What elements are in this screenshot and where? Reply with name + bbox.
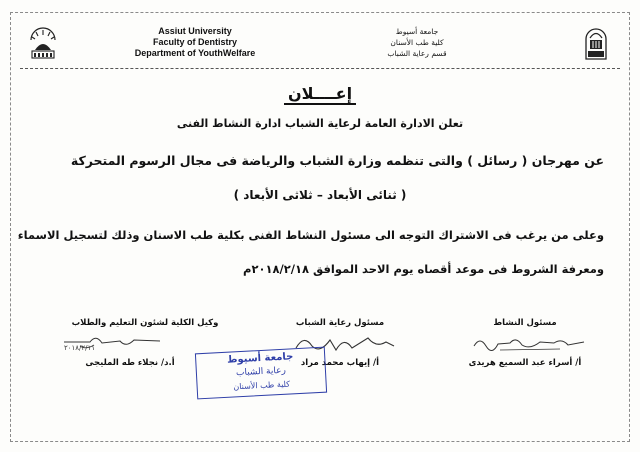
activity-officer-title: مسئول النشاط <box>493 318 557 328</box>
announcement-line-2: عن مهرجان ( رسائل ) والتى تنظمه وزارة الشباب والرياضة فى مجال الرسوم المتحركة <box>70 153 604 168</box>
announcement-line-1: تعلن الادارة العامة لرعاية الشباب ادارة النشاط الفنى <box>176 117 464 130</box>
activity-officer-signature <box>470 330 590 356</box>
department-name-ar: قسم رعاية الشباب <box>387 49 447 58</box>
announcement-title: إعــــلان <box>0 84 640 103</box>
vice-dean-name: أ.د/ نجلاء طه المليجى <box>85 358 175 368</box>
university-name-en: Assiut University <box>158 26 232 36</box>
english-header <box>130 26 260 59</box>
faculty-name-en: Faculty of Dentistry <box>152 37 237 47</box>
stamp-university: جامعة أسيوط <box>226 351 294 366</box>
university-name-ar: جامعة أسيوط <box>395 27 439 36</box>
official-stamp <box>195 347 327 400</box>
arabic-header <box>362 26 472 59</box>
university-emblem-icon <box>581 26 611 62</box>
department-name-en: Department of YouthWelfare <box>134 48 256 58</box>
youth-welfare-officer-title: مسئول رعاية الشباب <box>295 318 385 328</box>
announcement-line-5: ومعرفة الشروط فى موعد أقصاه يوم الاحد الموافق ٢٠١٨/٢/١٨م <box>243 262 604 276</box>
header-divider <box>20 68 620 69</box>
vice-dean-title: وكيل الكلية لشئون التعليم والطلاب <box>71 318 219 328</box>
stamp-department: رعاية الشباب <box>235 365 287 379</box>
announcement-line-4: وعلى من يرغب فى الاشتراك التوجه الى مسئول النشاط الفنى بكلية طب الاسنان وذلك لتسجيل الاسماء <box>17 228 604 242</box>
vice-dean-signature <box>60 330 170 356</box>
youth-welfare-officer-name: أ/ إيهاب محمد مراد <box>300 358 380 368</box>
faculty-emblem-icon <box>28 26 58 62</box>
vice-dean-signature-date: ٢٠١٨/٢/١١ <box>64 344 96 352</box>
faculty-name-ar: كلية طب الأسنان <box>390 38 444 47</box>
announcement-line-3: ( ثنائى الأبعاد – ثلاثى الأبعاد ) <box>233 188 407 202</box>
activity-officer-name: أ/ أسراء عبد السميع هريدى <box>468 358 582 368</box>
stamp-faculty: كلية طب الأسنان <box>233 379 291 392</box>
